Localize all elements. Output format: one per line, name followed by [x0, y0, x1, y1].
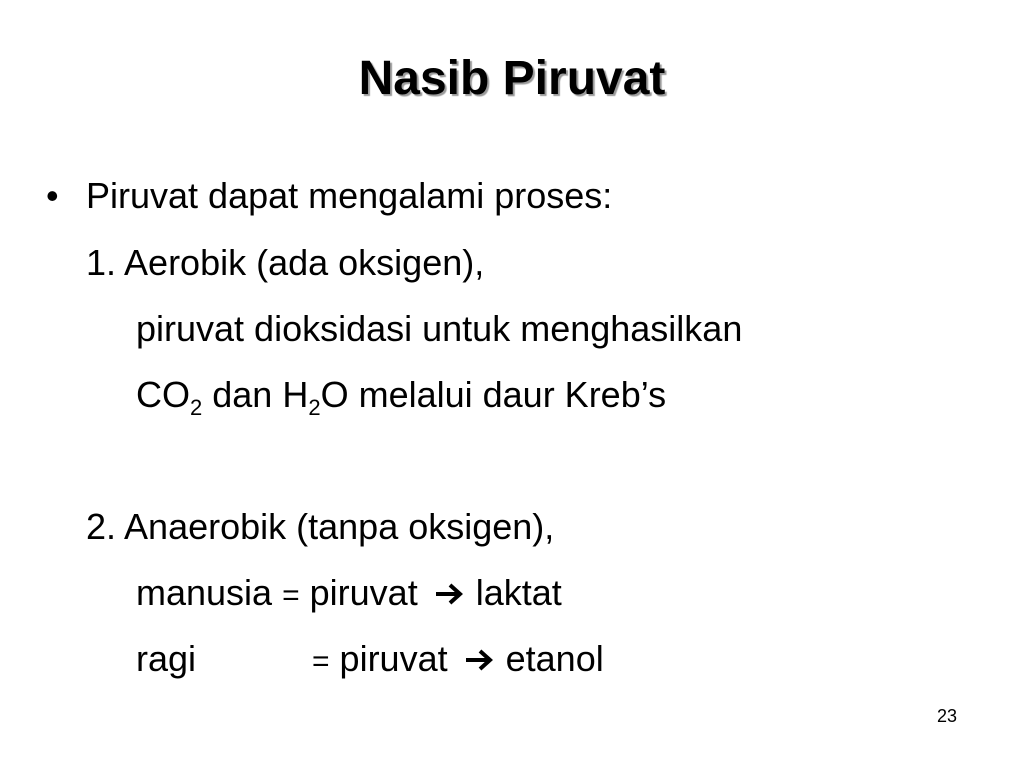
row-human-equals: =	[282, 579, 300, 612]
row-yeast-to: etanol	[505, 638, 604, 679]
item-anaerobic-label: 2. Anaerobik (tanpa oksigen),	[86, 506, 555, 547]
item-aerobic-description: piruvat dioksidasi untuk menghasilkan	[136, 308, 743, 349]
row-yeast-subject: ragi	[136, 638, 197, 679]
item-aerobic-products	[136, 373, 667, 420]
bullet-text: Piruvat dapat mengalami proses:	[86, 175, 613, 216]
right-arrow-icon	[434, 582, 464, 606]
page-number: 23	[937, 706, 958, 726]
row-human-to: laktat	[475, 572, 562, 613]
co-text: CO	[136, 374, 190, 415]
and-h-text: dan H	[202, 374, 309, 415]
right-arrow-icon	[464, 648, 494, 672]
krebs-text: O melalui daur Kreb’s	[320, 374, 667, 415]
row-human	[136, 571, 562, 618]
bullet-dot-icon: •	[46, 175, 59, 216]
row-yeast	[136, 637, 604, 684]
row-yeast-equals: =	[312, 645, 330, 678]
row-yeast-from: piruvat	[339, 638, 448, 679]
h2o-subscript: 2	[308, 395, 321, 420]
item-aerobic-label: 1. Aerobik (ada oksigen),	[86, 242, 485, 283]
row-human-from: piruvat	[309, 572, 418, 613]
slide-title: Nasib Piruvat	[358, 52, 666, 105]
row-human-subject: manusia	[136, 572, 273, 613]
co2-subscript: 2	[190, 395, 203, 420]
